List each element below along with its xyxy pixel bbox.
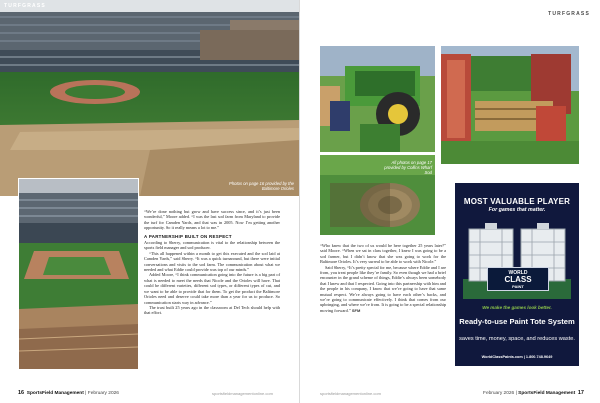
end-mark: SFM	[351, 307, 361, 313]
section-label: TURFGRASS	[4, 3, 46, 9]
photo-caption: All photos on page 17 provided by Collins Wharf Sod	[384, 160, 432, 175]
section-heading: A PARTNERSHIP BUILT ON RESPECT	[144, 233, 232, 239]
magazine-url[interactable]: sportsfieldmanagementonline.com	[212, 391, 273, 396]
world-class-logo	[487, 267, 549, 291]
article-column-right	[320, 243, 446, 313]
logo-line: PAINT	[512, 284, 524, 289]
ad-body: saves time, money, space, and reduces waste.	[459, 336, 575, 342]
article-paragraph: According to Sherry, communication is vital to the relationship between the sports field manager and sod producer.	[144, 240, 280, 251]
magazine-url[interactable]: sportsfieldmanagementonline.com	[320, 391, 381, 396]
left-page	[0, 0, 299, 403]
page-number: 16	[18, 390, 25, 396]
logo-line: WORLD	[508, 270, 528, 276]
article-paragraph-text: Said Sherry, “It’s pretty special for me, because where Eddie and I are from, you treat people like they’re family. So even though we had a brief encounter in the grand scheme of things, Eddie’s always been somebody that I knew and that I respected. Going into this partnership with him and the people in his company, I know that we’re going to have that same mutual respect. We’re always going to have each other’s backs, and we’re going to communicate effectively. I think that comes from our upbringing, and where we’re from. It is going to be a special relationship moving forward.”	[320, 264, 447, 313]
ad-product-heading: Ready-to-use Paint Tote System	[459, 317, 575, 326]
folio-right: February 2026 | SportsField Management 17	[483, 390, 584, 396]
magazine-name: SportsField Management	[26, 391, 84, 396]
issue-date: February 2026	[483, 391, 515, 396]
article-paragraph: Added Moore, “I think communication going into the future is a big part of what is needed to meet the needs that Nicole and the Orioles will have. That could be different varieties, different sod types, or different types of cut, and we want to be able to provide that for them. To get the product the Baltimore Orioles need and deserve could take more than a year for us to produce. So communication starts way in advance.”	[144, 272, 280, 305]
article-paragraph: “Who knew that the two of us would be here together 25 years later?” said Moore. “When we sat in class together, I knew I was going to be a sod farmer, but I didn’t know that she was going to work for the Baltimore Orioles. It’s very surreal to be able to work with Nicole.”	[320, 243, 446, 265]
sod-trailer-photo	[441, 46, 579, 164]
article-paragraph: “We’re done nothing but grow and have success since, and it’s just been wonderful,” Moore added. “I was the last sod farm from Maryland to provide the turf for Camden Yards, and that was in 2005. Now I’m getting another opportunity. So it really means a lot to me.”	[144, 209, 280, 231]
article-paragraph: “This all happened within a month to get this executed and the sod laid at Camden Yards,” said Sherry. “It was a quick turnaround, but there were initial conversations and visits to the sod farm. The communication about what we needed and what Eddie could provide was top of our minds.”	[144, 250, 280, 273]
article-paragraph: The trust built 25 years ago in the classroom at Del Tech should help with that effort.	[144, 304, 280, 316]
folio-left: 16 SportsField Management | February 2026	[18, 390, 119, 396]
magazine-name: SportsField Management	[518, 391, 576, 396]
ad-subhead: For games that matter.	[488, 207, 546, 213]
article-paragraph	[320, 265, 446, 314]
ad-contact[interactable]: WorldClassPaints.com | 1.800.748.9649	[481, 355, 553, 359]
right-page	[300, 0, 600, 403]
stadium-photo-inset	[18, 178, 139, 370]
issue-date: February 2026	[87, 391, 119, 396]
photo-caption: Photos on page 16 provided by the Baltimore Orioles	[229, 181, 294, 191]
page-number: 17	[577, 390, 584, 396]
ad-tagline: We make the games look better.	[482, 305, 552, 310]
logo-line: CLASS	[504, 275, 532, 284]
section-label: TURFGRASS	[548, 11, 590, 17]
harvester-photo	[320, 46, 435, 152]
stadium-photo-large	[0, 0, 299, 196]
ad-headline: MOST VALUABLE PLAYER	[463, 197, 571, 206]
paint-advertisement[interactable]	[455, 183, 579, 366]
article-column-left	[144, 209, 280, 316]
